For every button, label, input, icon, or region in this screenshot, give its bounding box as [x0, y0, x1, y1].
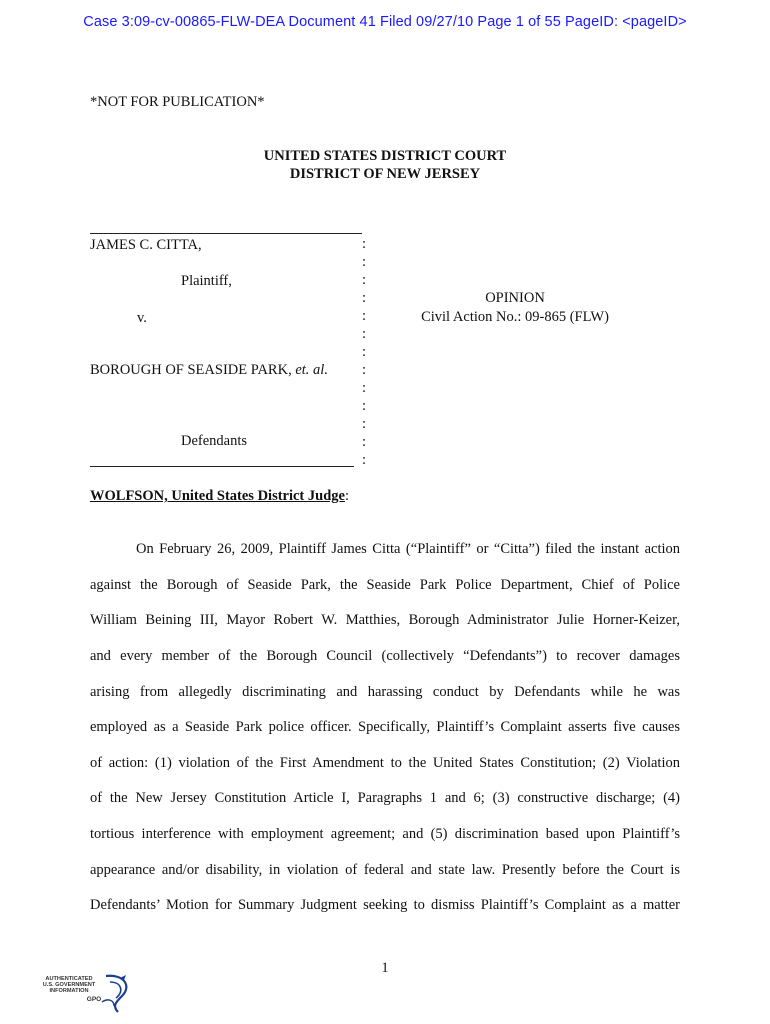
gpo-authentication-logo [36, 972, 136, 1016]
civil-action-number: Civil Action No.: 09-865 (FLW) [421, 309, 609, 325]
caption-colon: : [362, 272, 367, 288]
body-line: employed as a Seaside Park police officer. Specifically, Plaintiff’s Complaint asserts five causes [90, 719, 680, 735]
body-line: arising from allegedly discriminating and harassing conduct by Defendants while he was [90, 684, 680, 700]
gpo-line-2: U.S. GOVERNMENT [42, 982, 96, 988]
judge-colon: : [344, 488, 349, 504]
defendant-et-al: et. al. [295, 362, 328, 378]
caption-colon: : [362, 344, 367, 360]
page-number: 1 [381, 960, 389, 976]
versus-label: v. [137, 310, 147, 326]
caption-colon: : [362, 254, 367, 270]
gpo-line-3: INFORMATION [49, 988, 89, 994]
court-district: DISTRICT OF NEW JERSEY [289, 166, 481, 182]
body-line: On February 26, 2009, Plaintiff James Citta (“Plaintiff” or “Citta”) filed the instant action [136, 541, 680, 557]
body-line: Defendants’ Motion for Summary Judgment seeking to dismiss Plaintiff’s Complaint as a matter [90, 897, 680, 913]
body-line: of action: (1) violation of the First Amendment to the United States Constitution; (2) Violation [90, 755, 680, 771]
body-line: against the Borough of Seaside Park, the Seaside Park Police Department, Chief of Police [90, 577, 680, 593]
case-header-line: Case 3:09-cv-00865-FLW-DEA Document 41 Filed 09/27/10 Page 1 of 55 PageID: <pageID> [83, 14, 687, 30]
plaintiff-name: JAMES C. CITTA, [90, 237, 202, 253]
body-line: and every member of the Borough Council (collectively “Defendants”) to recover damages [90, 648, 680, 664]
caption-bottom-rule [90, 466, 354, 467]
body-line: William Beining III, Mayor Robert W. Matthies, Borough Administrator Julie Horner-Keizer, [90, 612, 680, 628]
body-line: tortious interference with employment agreement; and (5) discrimination based upon Plaintiff’s [90, 826, 680, 842]
gpo-line-4: GPO [86, 996, 102, 1003]
body-line: appearance and/or disability, in violation of federal and state law. Presently before the Court is [90, 862, 680, 878]
publication-note: *NOT FOR PUBLICATION* [90, 94, 265, 110]
plaintiff-role: Plaintiff, [181, 273, 232, 289]
caption-colon: : [362, 434, 367, 450]
caption-colon: : [362, 236, 367, 252]
gpo-line-1: AUTHENTICATED [45, 976, 93, 982]
defendant-name-text: BOROUGH OF SEASIDE PARK, [90, 362, 292, 378]
defendant-name [90, 362, 328, 379]
caption-colon: : [362, 308, 367, 324]
court-name: UNITED STATES DISTRICT COURT [263, 148, 507, 164]
caption-colon: : [362, 416, 367, 432]
caption-colon: : [362, 380, 367, 396]
judge-heading [90, 488, 349, 505]
caption-colon: : [362, 398, 367, 414]
caption-colon: : [362, 326, 367, 342]
caption-colon: : [362, 452, 367, 468]
caption-colon: : [362, 290, 367, 306]
caption-top-rule [90, 233, 362, 234]
body-line: of the New Jersey Constitution Article I, Paragraphs 1 and 6; (3) constructive discharge; (4) [90, 790, 680, 806]
caption-colon: : [362, 362, 367, 378]
judge-name: WOLFSON, United States District Judge [90, 488, 345, 504]
opinion-label: OPINION [485, 290, 545, 306]
defendant-role: Defendants [181, 433, 248, 449]
